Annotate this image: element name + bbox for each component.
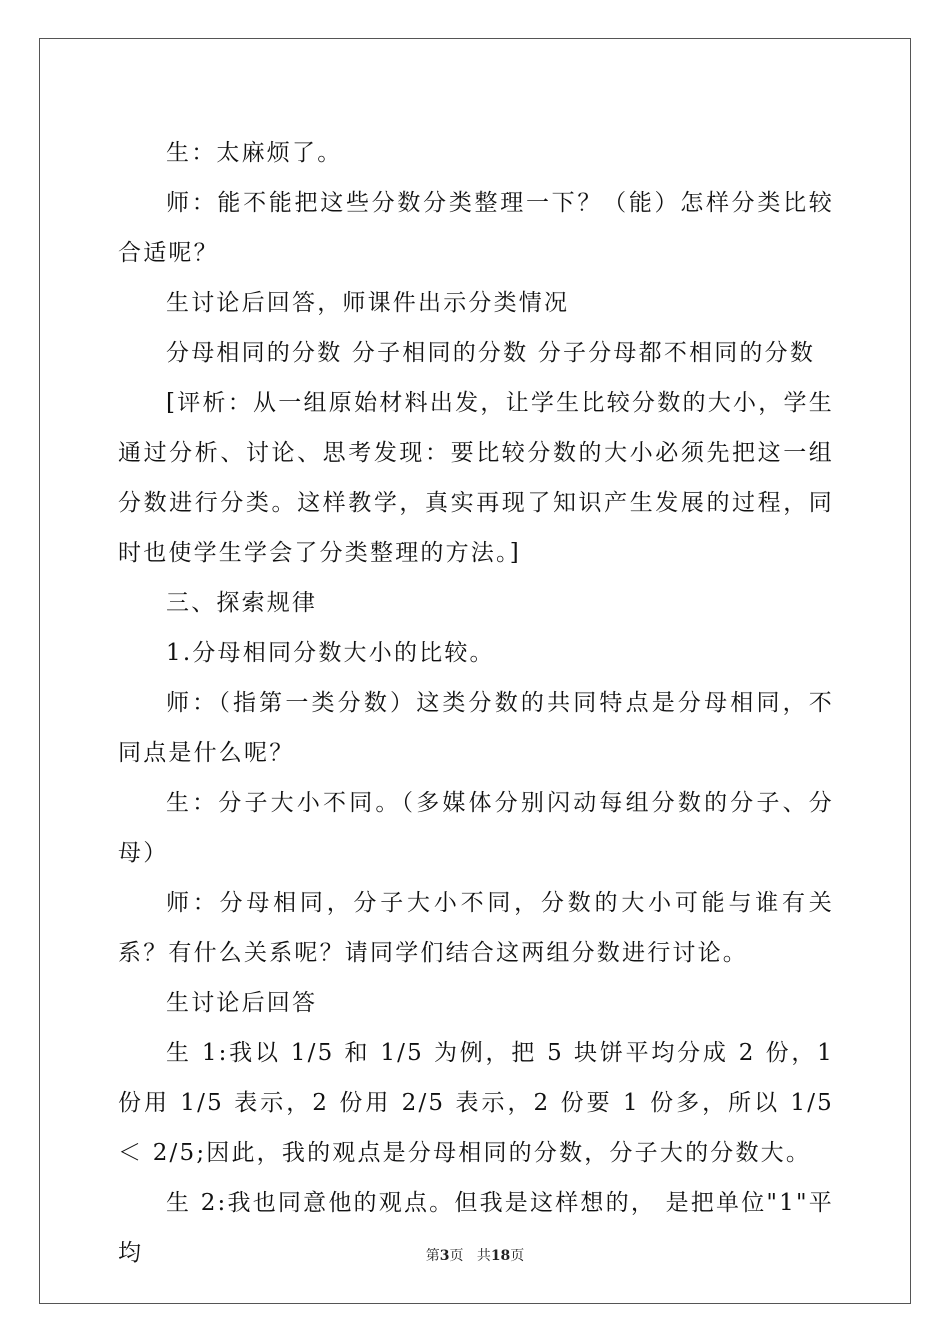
total-pages-number: 18: [490, 1248, 511, 1264]
footer-total-prefix: 共: [476, 1248, 491, 1264]
paragraph: 师：（指第一类分数）这类分数的共同特点是分母相同，不同点是什么呢？: [118, 690, 834, 766]
paragraph: 师：分母相同，分子大小不同，分数的大小可能与谁有关系？有什么关系呢？请同学们结合这两组分数进行讨论。: [118, 890, 834, 966]
paragraph: 生 1:我以 1/5 和 1/5 为例，把 5 块饼平均分成 2 份，1 份用 1/5 表示，2 份用 2/5 表示，2 份要 1 份多，所以 1/5 ＜ 2/5;因此，我的观点是分母相同的分数，分子大的分数大。: [118, 1040, 834, 1166]
subsection-heading: 1.分母相同分数大小的比较。: [166, 640, 495, 666]
footer-page-suffix: 页: [449, 1248, 464, 1264]
footer-prefix: 第: [425, 1248, 440, 1264]
paragraph: 生讨论后回答，师课件出示分类情况: [166, 290, 570, 316]
current-page-number: 3: [439, 1248, 450, 1264]
footer-total-suffix: 页: [510, 1248, 525, 1264]
paragraph: 生讨论后回答: [166, 990, 318, 1016]
document-body: [118, 128, 834, 1278]
paragraph: [评析：从一组原始材料出发，让学生比较分数的大小，学生通过分析、讨论、思考发现：要比较分数的大小必须先把这一组分数进行分类。这样教学，真实再现了知识产生发展的过程，同时也使学生学会了分类整理的方法。]: [118, 390, 834, 566]
page-footer: [0, 1245, 950, 1265]
paragraph: 生 2:我也同意他的观点。但我是这样想的， 是把单位"1"平均: [118, 1190, 834, 1266]
paragraph: 生：太麻烦了。: [166, 140, 343, 166]
paragraph: 师：能不能把这些分数分类整理一下？（能）怎样分类比较合适呢？: [118, 190, 834, 266]
paragraph: 分母相同的分数 分子相同的分数 分子分母都不相同的分数: [166, 340, 816, 366]
paragraph: 生：分子大小不同。（多媒体分别闪动每组分数的分子、分母）: [118, 790, 834, 866]
section-heading: 三、探索规律: [166, 590, 318, 616]
